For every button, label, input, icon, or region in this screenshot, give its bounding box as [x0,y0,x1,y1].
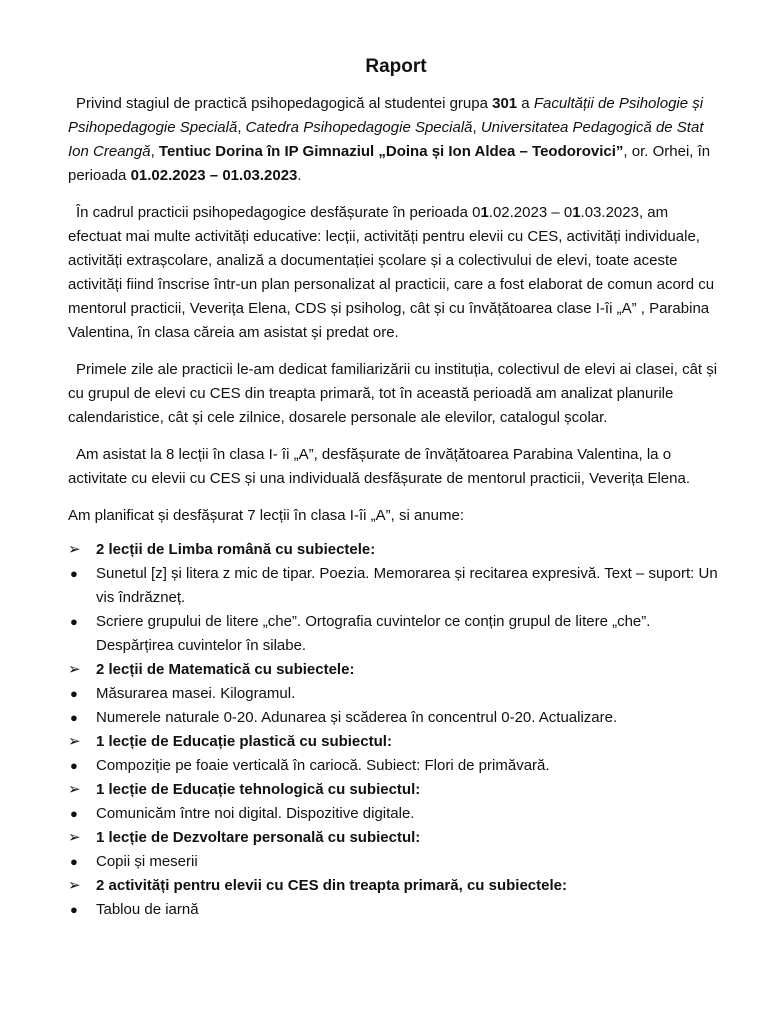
p1-department: Catedra Psihopedagogie Specială [245,119,473,136]
arrow-bullet-icon: ➢ [68,829,81,846]
p1-text: , [150,143,159,160]
p1-text: . [297,167,302,184]
list-item-text: Comunicăm între noi digital. Dispozitive digitale. [96,805,415,822]
p1-period: 01.02.2023 – 01.03.2023 [130,167,298,184]
list-heading-text: 1 lecție de Educație tehnologică cu subiectul: [96,781,421,798]
arrow-bullet-icon: ➢ [68,781,81,798]
list-item-text: Copii și meserii [96,853,198,870]
list-heading [68,730,724,754]
list-item [68,754,724,778]
arrow-bullet-icon: ➢ [68,877,81,894]
list-heading [68,874,724,898]
p1-text: , [237,119,246,136]
list-heading [68,778,724,802]
paragraph-intro [68,92,724,188]
p2-bold-digit: 1 [480,204,489,221]
dot-bullet-icon: ● [70,710,78,725]
p2-text: .03.2023 [580,204,639,221]
list-item-text: Măsurarea masei. Kilogramul. [96,685,296,702]
paragraph-activities [68,201,724,345]
list-heading-text: 2 lecții de Limba română cu subiectele: [96,541,376,558]
report-title: Raport [365,56,427,77]
lessons-list [68,538,724,922]
p1-student-school: Tentiuc Dorina în IP Gimnaziul „Doina și Ion Aldea – Teodorovici” [158,143,624,160]
list-item [68,610,724,658]
list-heading-text: 2 lecții de Matematică cu subiectele: [96,661,355,678]
list-item-text: Scriere grupului de litere „che”. Ortografia cuvintelor ce conțin grupul de litere „che”. Despărțirea cuvintelor în silabe. [96,613,651,654]
arrow-bullet-icon: ➢ [68,541,81,558]
dot-bullet-icon: ● [70,902,78,917]
p1-text: , [472,119,481,136]
list-heading-text: 1 lecție de Dezvoltare personală cu subiectul: [96,829,421,846]
dot-bullet-icon: ● [70,806,78,821]
p2-text: .02.2023 – 0 [488,204,573,221]
paragraph-first-days: Primele zile ale practicii le-am dedicat familiarizării cu instituția, colectivul de elevi ai clasei, cât și cu grupul de elevi cu CES din treapta primară, tot în această perioadă am analizat planurile calendaristice, cât și cele zilnice, dosarele personale ale elevilor, catalogul școlar. [68,361,718,426]
dot-bullet-icon: ● [70,686,78,701]
list-heading [68,826,724,850]
list-item [68,850,724,874]
p2-bold-digit: 1 [572,204,581,221]
arrow-bullet-icon: ➢ [68,733,81,750]
arrow-bullet-icon: ➢ [68,661,81,678]
list-item [68,802,724,826]
p1-university: Universitatea Pedagogică de Stat Ion Creangă [68,119,704,160]
p1-text: Privind stagiul de practică psihopedagogică al studentei grupa [76,95,493,112]
paragraph-assisted: Am asistat la 8 lecții în clasa I- îi „A”, desfășurate de învățătoarea Parabina Valentina, la o activitate cu elevii cu CES și una individuală desfășurate de mentorul practicii, Veverița Elena. [68,446,690,487]
list-heading [68,658,724,682]
list-item-text: Sunetul [z] și litera z mic de tipar. Poezia. Memorarea și recitarea expresivă. Text – suport: Un vis îndrăzneț. [96,565,718,606]
dot-bullet-icon: ● [70,614,78,629]
list-item-text: Numerele naturale 0-20. Adunarea și scăderea în concentrul 0-20. Actualizare. [96,709,618,726]
list-item-text: Tablou de iarnă [96,901,199,918]
paragraph-planned: Am planificat și desfășurat 7 lecții în clasa I-îi „A”, si anume: [68,507,464,524]
list-heading [68,538,724,562]
list-heading-text: 2 activități pentru elevii cu CES din treapta primară, cu subiectele: [96,877,567,894]
dot-bullet-icon: ● [70,566,78,581]
dot-bullet-icon: ● [70,758,78,773]
dot-bullet-icon: ● [70,854,78,869]
list-heading-text: 1 lecție de Educație plastică cu subiectul: [96,733,392,750]
list-item [68,682,724,706]
list-item-text: Compoziție pe foaie verticală în cariocă. Subiect: Flori de primăvară. [96,757,550,774]
p2-text: În cadrul practicii psihopedagogice desfășurate în perioada 0 [76,204,481,221]
list-item [68,562,724,610]
p2-text: , am efectuat mai multe activități educative: lecții, activități pentru elevii cu CES, activități individuale, activități extrașcolare, analiză a documentației școlare și a colectivului de elevi, toate aceste activități fiind înscrise într-un plan personalizat al practicii, care a fost elaborat de comun acord cu mentorul practicii, Veverița Elena, CDS și psiholog, cât și cu învățătoarea clase I-îi „A” , Parabina Valentina, în clasa căreia am asistat și predat ore. [68,204,715,341]
p1-faculty: Facultății de Psihologie și Psihopedagogie Specială [68,95,704,136]
list-item [68,898,724,922]
list-item [68,706,724,730]
p1-text: a [517,95,534,112]
p1-text: , or. Orhei, în perioada [68,143,711,184]
p1-group: 301 [492,95,518,112]
